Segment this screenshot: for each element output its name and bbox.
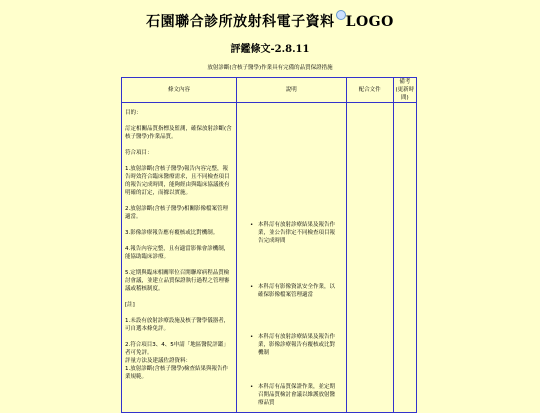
page-title bbox=[0, 10, 540, 31]
header-documents: 配合文件 bbox=[346, 78, 393, 103]
clause-item: 4.報告內容完整，且有適當影像會診機制，能協助臨床診療。 bbox=[125, 246, 230, 260]
page-title-text: 石園聯合診所放射科電子資料 bbox=[146, 14, 335, 30]
clause-content-cell bbox=[122, 103, 237, 413]
explanation-item: • 本科訂有影像資訊安全作業，以確保影像檔案管理適當 bbox=[258, 283, 340, 299]
header-remarks: 備考 (更新時間) bbox=[393, 78, 416, 103]
table-row bbox=[122, 103, 417, 413]
explanation-item: • 本科訂有品質保證作業，並定期召開品質檢討會議以維護放射醫療品質 bbox=[258, 383, 340, 407]
header-explanation: 說明 bbox=[236, 78, 346, 103]
table-header-row bbox=[122, 78, 417, 103]
clause-item: 2.放射診斷(含核子醫學)相關影像檔案管理適當。 bbox=[125, 206, 229, 220]
logo-text: LOGO bbox=[345, 14, 394, 30]
clause-evaluation-label: 評量方法及建議佐證資料： bbox=[125, 358, 192, 364]
explanation-item: • 本科訂有放射診療結果及報告作業，影像診療報告有覆核或比對機制 bbox=[258, 333, 340, 357]
header-clause-content: 條文內容 bbox=[122, 78, 237, 103]
clause-note: 1.未設有放射診療設施及核子醫學儀器者，可自選本條免評。 bbox=[125, 318, 230, 332]
clause-items-label: 符合項目： bbox=[125, 150, 153, 156]
clause-note-label: [註] bbox=[125, 302, 135, 308]
explanation-item: • 本科訂有放射診療結果及報告作業，並公告律定不同檢查項目報告完成時間 bbox=[258, 221, 340, 245]
clause-item: 3.影像診療報告應有覆核或比對機制。 bbox=[125, 230, 219, 236]
clause-purpose-text: 訂定相關品質指標及監測，確保放射診斷(含核子醫學)作業品質。 bbox=[125, 126, 232, 140]
clause-evaluation-item: 1.放射診斷(含核子醫學)檢查結果與報告作業規範。 bbox=[125, 366, 229, 380]
clause-purpose-label: 目的： bbox=[125, 110, 142, 116]
clause-number-heading: 評鑑條文-2.8.11 bbox=[230, 44, 310, 55]
documents-cell bbox=[346, 103, 393, 413]
remarks-cell bbox=[393, 103, 416, 413]
explanation-cell bbox=[236, 103, 346, 413]
clause-description: 放射診斷(含核子醫學)作業具有完備的品質保證措施 bbox=[207, 65, 333, 71]
clause-item: 5.定期與臨床相關單位召開聯席病程品質檢討會議，並建立品質保證執行過程之管理審議或稽核制度。 bbox=[125, 270, 230, 292]
clause-item: 1.放射診斷(含核子醫學)報告內容完整，報告時效符合臨床醫療需求，且不同檢查項目的報告完成時間，能夠經由與臨床協議後有明確的訂定，而據以實施。 bbox=[125, 166, 230, 196]
clause-table bbox=[121, 77, 417, 413]
clause-note: 2.符合項目3、4、5申請「地區醫院評鑑」者可免評。 bbox=[125, 342, 229, 356]
logo-placeholder-icon bbox=[336, 10, 346, 20]
